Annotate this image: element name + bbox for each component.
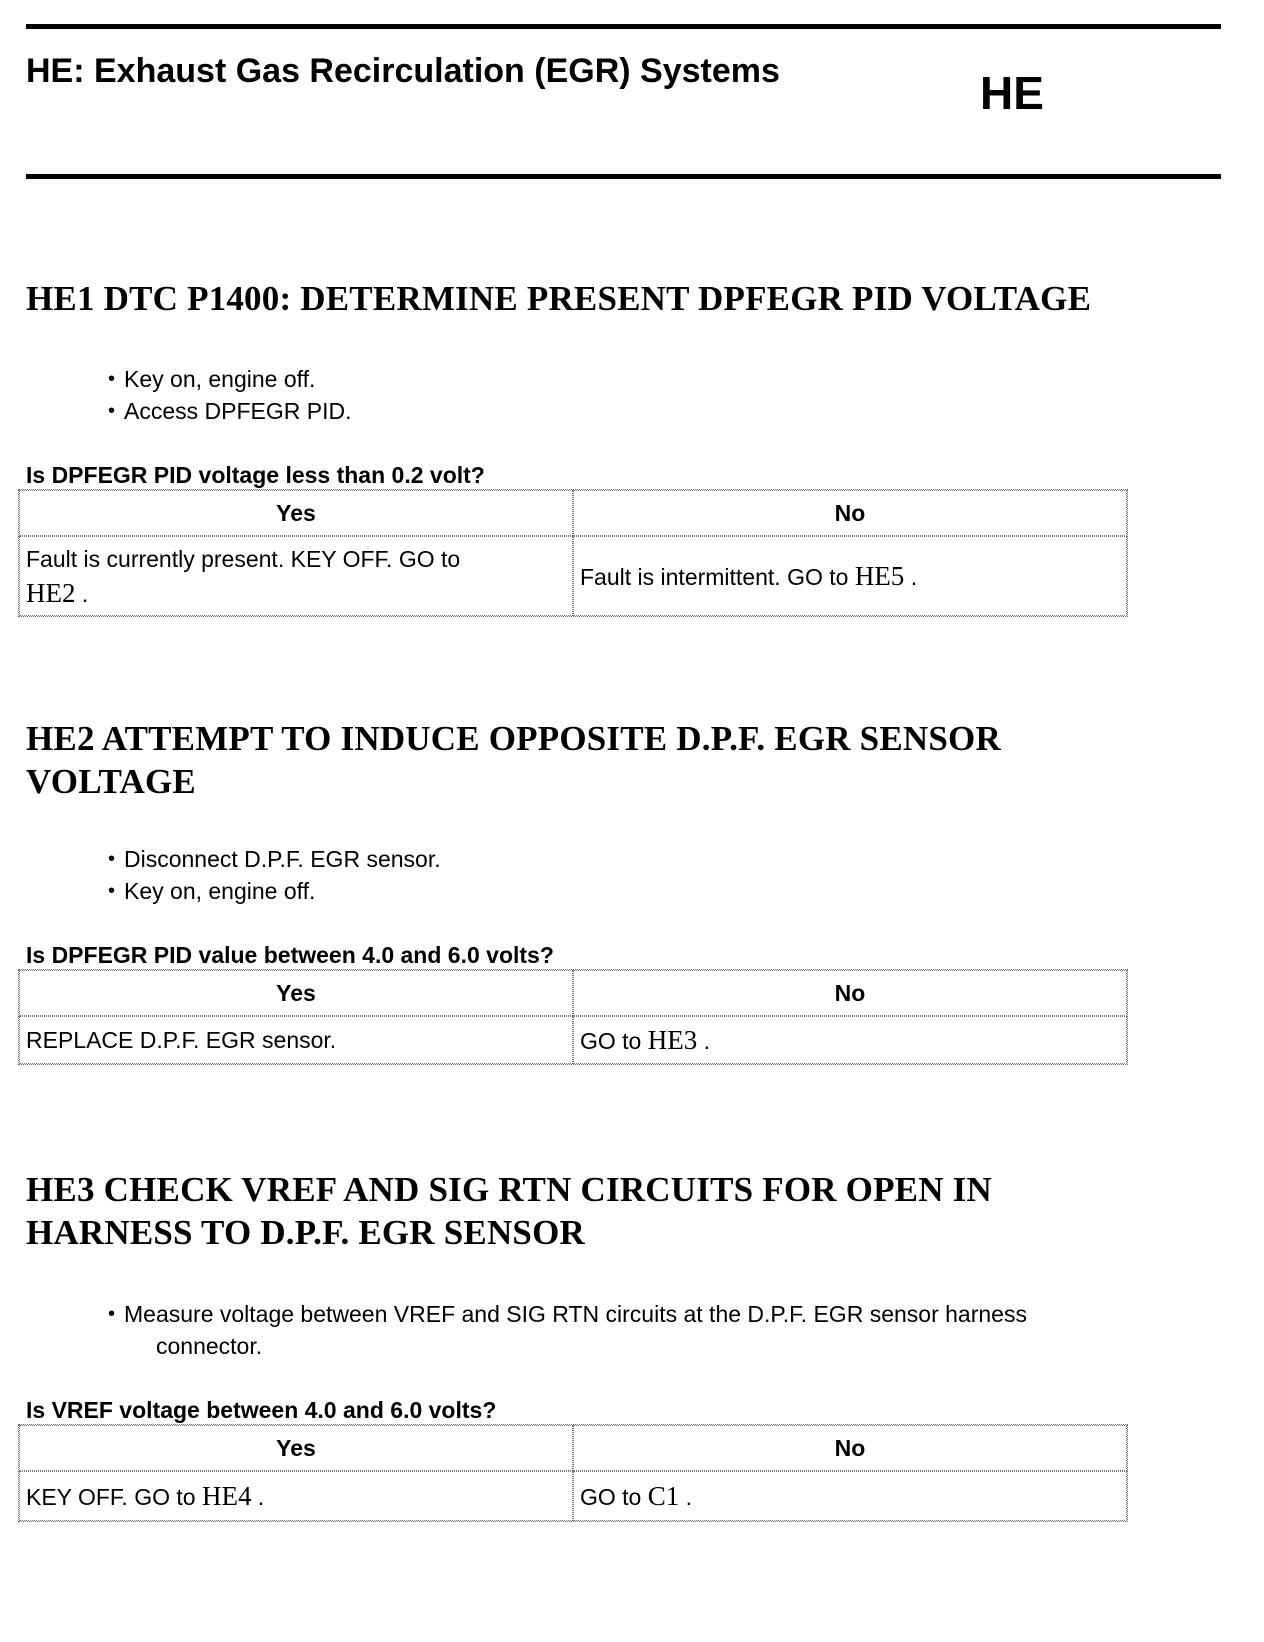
bullet-icon: • [108, 1303, 116, 1325]
no-header: No [573, 490, 1127, 536]
no-header: No [573, 1425, 1127, 1471]
link-he4[interactable]: HE4 [201, 1480, 252, 1511]
list-item: • Disconnect D.P.F. EGR sensor. [26, 843, 1226, 875]
question-text: Is VREF voltage between 4.0 and 6.0 volts? [26, 1397, 497, 1423]
link-he5[interactable]: HE5 [854, 560, 905, 591]
bullet-icon: • [108, 400, 116, 422]
section-he1 [26, 277, 1226, 617]
section-heading: HE3 CHECK VREF AND SIG RTN CIRCUITS FOR OPEN IN HARNESS TO D.P.F. EGR SENSOR [26, 1170, 992, 1252]
no-header: No [573, 970, 1127, 1016]
yes-cell: REPLACE D.P.F. EGR sensor. [19, 1016, 573, 1064]
question-text: Is DPFEGR PID value between 4.0 and 6.0 volts? [26, 942, 554, 968]
step-list [26, 1298, 1226, 1362]
header-top-rule [26, 24, 1221, 29]
yes-header: Yes [19, 490, 573, 536]
section-code: HE [980, 67, 1044, 119]
no-cell: GO to C1 . [573, 1471, 1127, 1521]
bullet-icon: • [108, 880, 116, 902]
yes-header: Yes [19, 1425, 573, 1471]
yes-header: Yes [19, 970, 573, 1016]
yes-no-table [18, 969, 1128, 1065]
link-he2[interactable]: HE2 [26, 577, 76, 608]
yes-no-table [18, 489, 1128, 617]
step-list [26, 363, 1226, 427]
section-he2 [26, 717, 1226, 1065]
list-item: • Key on, engine off. [26, 363, 1226, 395]
section-heading: HE1 DTC P1400: DETERMINE PRESENT DPFEGR PID VOLTAGE [26, 279, 1092, 318]
question-text: Is DPFEGR PID voltage less than 0.2 volt? [26, 462, 485, 488]
bullet-icon: • [108, 368, 116, 390]
list-item: • Key on, engine off. [26, 875, 1226, 907]
section-heading: HE2 ATTEMPT TO INDUCE OPPOSITE D.P.F. EGR SENSOR VOLTAGE [26, 719, 1001, 801]
page-title: HE: Exhaust Gas Recirculation (EGR) Systems [26, 52, 780, 90]
yes-cell: KEY OFF. GO to HE4 . [19, 1471, 573, 1521]
no-cell: Fault is intermittent. GO to HE5 . [573, 536, 1127, 616]
section-he3 [26, 1168, 1226, 1522]
link-he3[interactable]: HE3 [647, 1024, 698, 1055]
link-c1[interactable]: C1 [647, 1480, 680, 1511]
yes-cell: Fault is currently present. KEY OFF. GO to HE2 . [19, 536, 573, 616]
step-list [26, 843, 1226, 907]
list-item: • Access DPFEGR PID. [26, 395, 1226, 427]
no-cell: GO to HE3 . [573, 1016, 1127, 1064]
list-item: • Measure voltage between VREF and SIG RTN circuits at the D.P.F. EGR sensor harness connector. [26, 1298, 1226, 1362]
bullet-icon: • [108, 848, 116, 870]
yes-no-table [18, 1424, 1128, 1522]
header-bottom-rule [26, 174, 1221, 179]
